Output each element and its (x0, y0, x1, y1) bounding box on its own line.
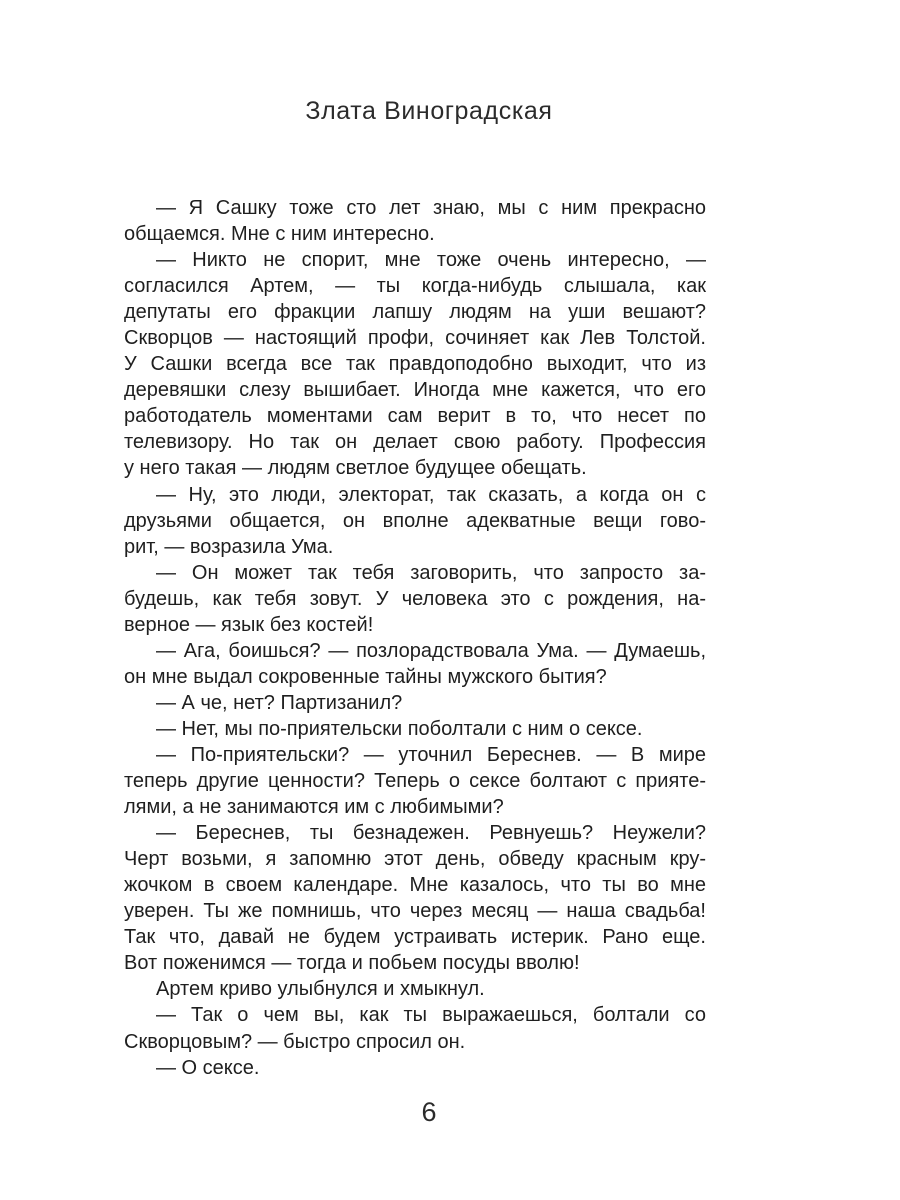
paragraph (124, 482, 706, 560)
text-line: Скворцовым? — быстро спросил он. (124, 1030, 466, 1053)
paragraph (124, 247, 706, 481)
text-line: работодатель моментами сам верит в то, что несет по (124, 405, 706, 428)
text-line: он мне выдал сокровенные тайны мужского бытия? (124, 665, 607, 688)
text-line: — Я Сашку тоже сто лет знаю, мы с ним прекрасно (156, 197, 706, 219)
text-line: Черт возьми, я запомню этот день, обведу красным кру- (124, 848, 706, 871)
body-text (124, 195, 706, 1081)
paragraph (124, 716, 706, 742)
text-line: — Он может так тебя заговорить, что запросто за- (156, 561, 706, 584)
text-line: — Так о чем вы, как ты выражаешься, болтали со (156, 1004, 706, 1027)
paragraph (124, 976, 706, 1002)
text-line: — О сексе. (156, 1056, 260, 1079)
text-line: согласился Артем, — ты когда-нибудь слышала, как (124, 275, 706, 298)
text-line: теперь другие ценности? Теперь о сексе болтают с прияте- (124, 770, 706, 793)
text-line: рит, — возразила Ума. (124, 535, 334, 558)
text-line: — А че, нет? Партизанил? (156, 691, 403, 714)
text-line: телевизору. Но так он делает свою работу. Профессия (124, 431, 706, 454)
page-number: 6 (421, 1097, 437, 1127)
text-line: — Ага, боишься? — позлорадствовала Ума. — Думаешь, (156, 639, 706, 662)
paragraph (124, 690, 706, 716)
text-line: депутаты его фракции лапшу людям на уши вешают? (124, 301, 706, 324)
text-line: — Береснев, ты безнадежен. Ревнуешь? Неужели? (156, 822, 706, 845)
paragraph (124, 742, 706, 820)
text-line: уверен. Ты же помнишь, что через месяц — наша свадьба! (124, 900, 706, 923)
text-line: — Никто не спорит, мне тоже очень интересно, — (156, 249, 706, 272)
paragraph (124, 560, 706, 638)
paragraph (124, 820, 706, 976)
paragraph (124, 1002, 706, 1054)
paragraph (124, 195, 706, 247)
text-line: — По-приятельски? — уточнил Береснев. — В мире (156, 743, 706, 766)
text-line: Артем криво улыбнулся и хмыкнул. (156, 978, 485, 1001)
text-line: — Ну, это люди, электорат, так сказать, а когда он с (156, 483, 706, 506)
text-line: друзьями общается, он вполне адекватные вещи гово- (124, 509, 706, 532)
text-line: деревяшки слезу вышибает. Иногда мне кажется, что его (124, 379, 706, 402)
text-line: жочком в своем календаре. Мне казалось, что ты во мне (124, 874, 706, 897)
text-line: верное — язык без костей! (124, 613, 374, 636)
text-line: Скворцов — настоящий профи, сочиняет как Лев Толстой. (124, 327, 706, 350)
text-line: Вот поженимся — тогда и побьем посуды вволю! (124, 952, 580, 975)
paragraph (124, 1055, 706, 1081)
text-line: Так что, давай не будем устраивать истерик. Рано еще. (124, 926, 706, 949)
text-line: лями, а не занимаются им с любимыми? (124, 796, 504, 819)
text-line: — Нет, мы по-приятельски поболтали с ним о сексе. (156, 717, 643, 740)
text-line: у него такая — людям светлое будущее обещать. (124, 457, 587, 480)
text-line: общаемся. Мне с ним интересно. (124, 223, 435, 246)
running-header-author: Злата Виноградская (305, 97, 553, 125)
paragraph (124, 638, 706, 690)
text-line: У Сашки всегда все так правдоподобно выходит, что из (124, 353, 706, 376)
text-line: будешь, как тебя зовут. У человека это с рождения, на- (124, 587, 706, 610)
